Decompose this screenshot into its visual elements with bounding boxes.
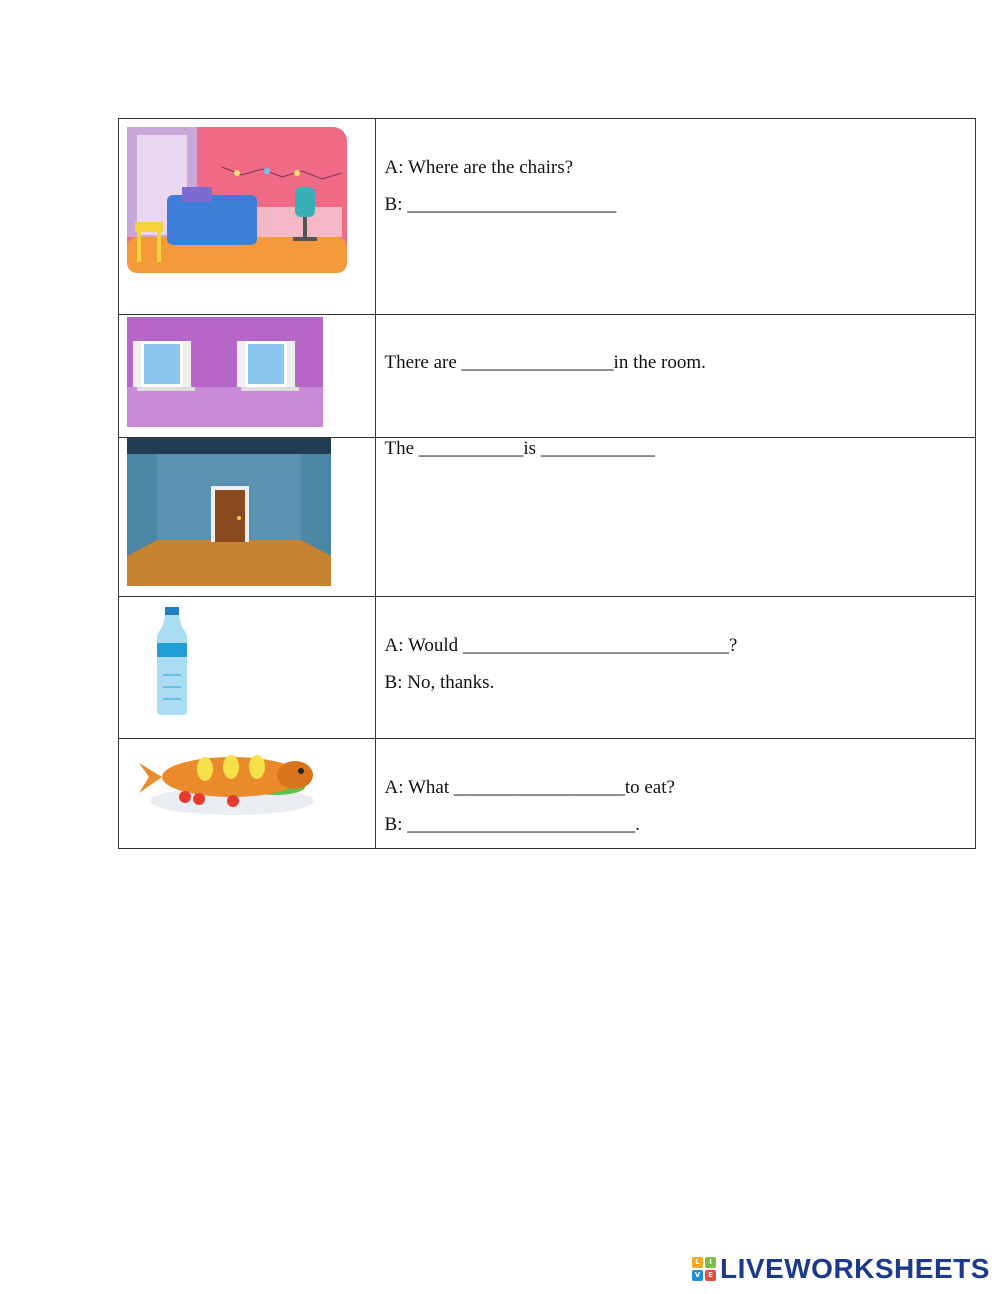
question-line[interactable]: A: Would ____________________________?: [384, 635, 738, 656]
bedroom-image: [127, 127, 347, 273]
sentence-line[interactable]: There are ________________in the room.: [384, 352, 706, 373]
sentence-line[interactable]: The ___________is ____________: [384, 438, 655, 459]
windows-image: [127, 317, 323, 427]
liveworksheets-logo: [692, 1254, 990, 1284]
image-cell: [119, 438, 376, 597]
answer-line[interactable]: B: ________________________.: [384, 814, 640, 835]
question-line[interactable]: A: What __________________to eat?: [384, 777, 675, 798]
text-cell: [375, 119, 975, 315]
answer-line[interactable]: B: ______________________: [384, 194, 617, 215]
text-cell: [375, 315, 975, 438]
image-cell: [119, 315, 376, 438]
text-cell: [375, 739, 975, 849]
text-cell: [375, 438, 975, 597]
worksheet-row-2: [119, 315, 976, 438]
question-line: A: Where are the chairs?: [384, 157, 574, 178]
liveworksheets-logo-icon: L I V E: [692, 1257, 716, 1281]
logo-text: LIVEWORKSHEETS: [720, 1253, 990, 1284]
image-cell: [119, 739, 376, 849]
fish-plate-image: [135, 741, 329, 821]
image-cell: [119, 119, 376, 315]
answer-line: B: No, thanks.: [384, 672, 495, 693]
worksheet-row-1: [119, 119, 976, 315]
worksheet-row-5: [119, 739, 976, 849]
room-door-image: [127, 438, 331, 586]
worksheet-row-4: [119, 597, 976, 739]
worksheet-table: [118, 118, 976, 849]
worksheet-row-3: [119, 438, 976, 597]
text-cell: [375, 597, 975, 739]
water-bottle-image: [153, 605, 193, 717]
image-cell: [119, 597, 376, 739]
